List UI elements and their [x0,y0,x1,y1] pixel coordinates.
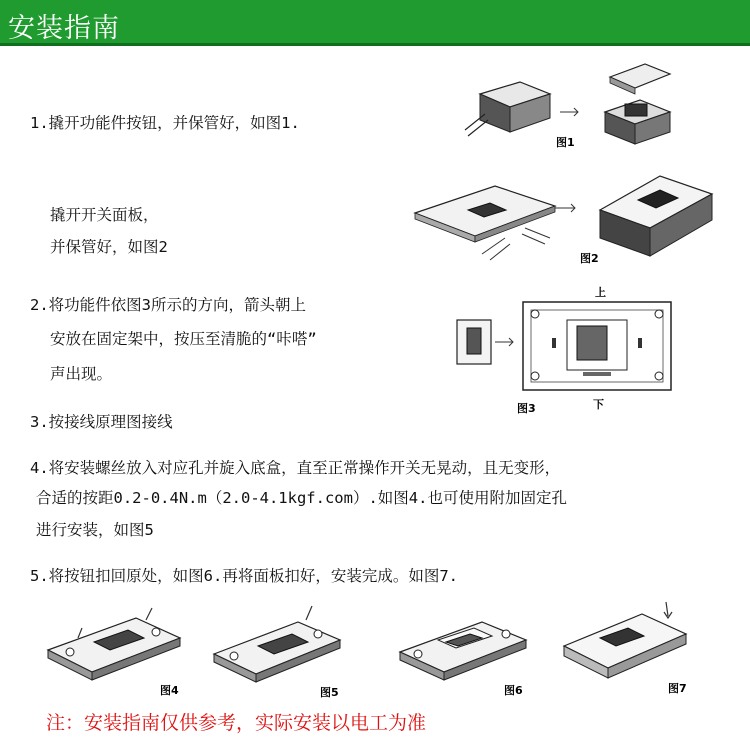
step-3-text: 3.按接线原理图接线 [30,413,173,431]
step-1b-line-1: 撬开开关面板， [50,206,159,224]
figure-4 [44,598,184,697]
figure-3-top-label: 上 [595,286,606,299]
figure-3-bottom-label: 下 [593,398,604,411]
figure-7 [560,596,690,696]
figure-5-drawing [210,600,345,695]
figure-6-label: 图6 [504,684,523,697]
figure-6-drawing [396,602,531,694]
figure-3-label: 图3 [517,402,536,415]
step-4-line-3: 进行安装，如图5 [36,521,154,539]
figure-1 [460,52,700,152]
step-2-line-2: 安放在固定架中，按压至清脆的“咔嗒” [50,330,317,348]
figure-3 [455,288,675,413]
figure-4-label: 图4 [160,684,179,697]
step-1-text: 1.撬开功能件按钮，并保管好，如图1. [30,114,300,132]
step-2-line-3: 声出现。 [50,365,113,383]
figure-2 [410,158,715,270]
figure-2-drawing [410,158,715,270]
figure-5 [210,600,345,699]
figure-6 [396,602,531,697]
disclaimer-note: 注：安装指南仅供参考，实际安装以电工为准 [46,712,427,734]
page-title: 安装指南 [8,13,120,44]
step-5-text: 5.将按钮扣回原处，如图6.再将面板扣好，安装完成。如图7. [30,567,458,585]
figure-5-label: 图5 [320,686,339,699]
figure-3-drawing [455,288,675,413]
header-banner [0,0,750,46]
step-4-line-2: 合适的按距0.2-0.4N.m（2.0-4.1kgf.com）.如图4.也可使用附加固定孔 [36,489,567,507]
step-1b-line-2: 并保管好，如图2 [50,238,168,256]
figure-4-drawing [44,598,184,693]
figure-2-label: 图2 [580,252,599,265]
figure-7-label: 图7 [668,682,687,695]
step-4-line-1: 4.将安装螺丝放入对应孔并旋入底盒，直至正常操作开关无晃动，且无变形， [30,459,561,477]
step-2-line-1: 2.将功能件依图3所示的方向，箭头朝上 [30,296,306,314]
figure-1-label: 图1 [556,136,575,149]
figure-1-drawing [460,52,700,152]
